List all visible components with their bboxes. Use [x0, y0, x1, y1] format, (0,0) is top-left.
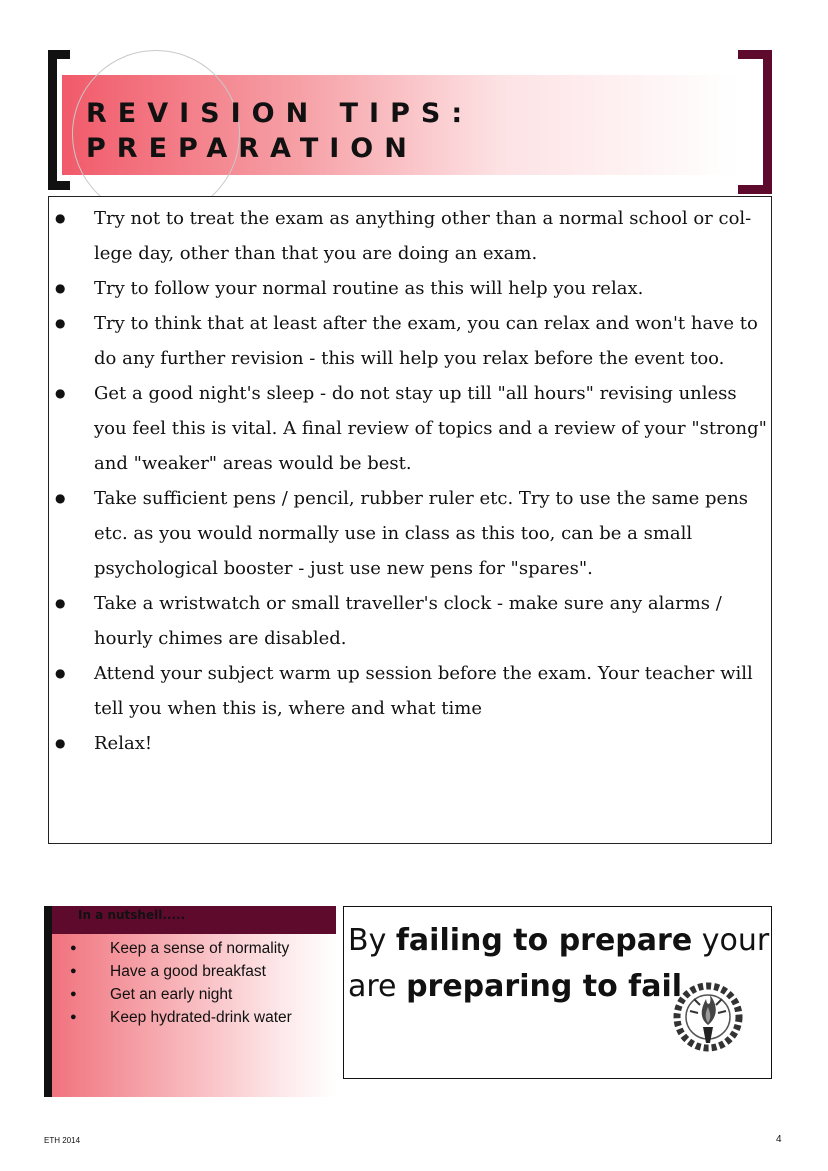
bullet-icon: ●: [55, 666, 66, 680]
list-item: [49, 201, 767, 271]
bullet-icon: ●: [55, 596, 66, 610]
bullet-icon: ●: [55, 736, 66, 750]
tip-text: Get a good night's sleep - do not stay up till "all hours" revising unless you feel this is vital. A final review of topics and a review of your "strong" and "weaker" areas would be best.: [94, 383, 767, 474]
quote-text: are: [348, 969, 407, 1004]
list-item: [49, 481, 767, 586]
quote-text: your: [692, 923, 770, 958]
tip-text: Try not to treat the exam as anything other than a normal school or col-lege day, other than that you are doing an exam.: [94, 208, 752, 264]
tip-text: Attend your subject warm up session before the exam. Your teacher will tell you when this is, where and what time: [94, 663, 753, 719]
revision-tips-list: [49, 201, 767, 761]
page-number: 4: [776, 1134, 782, 1145]
bullet-icon: ●: [70, 988, 77, 1000]
nutshell-item-text: Keep a sense of normality: [110, 940, 290, 957]
nutshell-title: In a nutshell.....: [78, 908, 186, 922]
bullet-icon: ●: [55, 386, 66, 400]
nutshell-header-bar: [44, 906, 336, 934]
list-item: [49, 726, 767, 761]
right-bracket-decoration: [738, 50, 772, 194]
page-title: REVISION TIPS: PREPARATION: [86, 98, 474, 164]
list-item: [49, 306, 767, 376]
bullet-icon: ●: [70, 942, 77, 954]
bullet-icon: ●: [70, 1011, 77, 1023]
list-item: [49, 656, 767, 726]
list-item: [44, 960, 336, 983]
nutshell-item-text: Have a good breakfast: [110, 963, 266, 980]
list-item: [49, 586, 767, 656]
tip-text: Try to follow your normal routine as this will help you relax.: [94, 278, 644, 299]
tip-text: Relax!: [94, 733, 153, 754]
list-item: [44, 937, 336, 960]
list-item: [49, 271, 767, 306]
quote-emphasis: failing to prepare: [395, 923, 693, 958]
footer-label: ETH 2014: [44, 1136, 81, 1145]
left-bracket-decoration: [48, 50, 70, 190]
nutshell-list: [44, 937, 336, 1029]
nutshell-panel: [44, 906, 336, 1097]
nutshell-item-text: Get an early night: [110, 986, 233, 1003]
tip-text: Take sufficient pens / pencil, rubber ruler etc. Try to use the same pens etc. as you would normally use in class as this too, can be a small psychological booster - just use new pens for "spares".: [94, 488, 749, 579]
bullet-icon: ●: [55, 316, 66, 330]
bullet-icon: ●: [70, 965, 77, 977]
bullet-icon: ●: [55, 211, 66, 225]
list-item: [44, 983, 336, 1006]
nutshell-item-text: Keep hydrated-drink water: [110, 1009, 292, 1026]
quote-line-1: [348, 921, 769, 961]
tip-text: Try to think that at least after the exam, you can relax and won't have to do any further revision - this will help you relax before the event too.: [94, 313, 758, 369]
revision-tips-box: [48, 196, 772, 844]
quote-text: By: [348, 923, 396, 958]
bullet-icon: ●: [55, 281, 66, 295]
quote-line-2: [348, 967, 682, 1007]
tip-text: Take a wristwatch or small traveller's clock - make sure any alarms / hourly chimes are disabled.: [94, 593, 722, 649]
quote-emphasis: preparing to fail: [406, 969, 683, 1004]
quote-box: [343, 906, 772, 1079]
bullet-icon: ●: [55, 491, 66, 505]
school-crest-torch-icon: [670, 977, 746, 1053]
list-item: [49, 376, 767, 481]
list-item: [44, 1006, 336, 1029]
